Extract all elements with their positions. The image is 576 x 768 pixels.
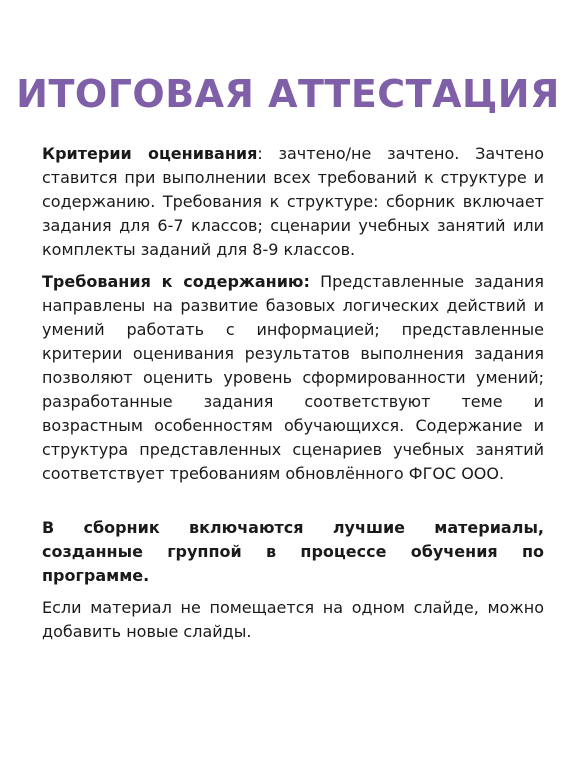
- slides-note: Если материал не помещается на одном слайде, можно добавить новые слайды.: [42, 598, 544, 641]
- slide-title: ИТОГОВАЯ АТТЕСТАЦИЯ: [16, 72, 560, 116]
- slide-body: [42, 142, 544, 644]
- criteria-paragraph: [42, 142, 544, 262]
- content-requirements-paragraph: [42, 270, 544, 486]
- collection-note: В сборник включаются лучшие материалы, созданные группой в процессе обучения по программе.: [42, 518, 544, 585]
- content-requirements-text: Представленные задания направлены на развитие базовых логических действий и умений работать с информацией; представленные критерии оценивания результатов выполнения задания позволяют оценить уровень сформированности умений; разработанные задания соответствуют теме и возрастным особенностям обучающихся. Содержание и структура представленных сценариев учебных занятий соответствует требованиям обновлённого ФГОС ООО.: [42, 272, 545, 483]
- content-requirements-label: Требования к содержанию:: [42, 272, 310, 291]
- criteria-text: : зачтено/не зачтено. Зачтено ставится при выполнении всех требований к структуре и содержанию. Требования к структуре: сборник включает задания для 6-7 классов; сценарии учебных занятий или комплекты заданий для 8-9 классов.: [42, 144, 544, 259]
- criteria-label: Критерии оценивания: [42, 144, 258, 163]
